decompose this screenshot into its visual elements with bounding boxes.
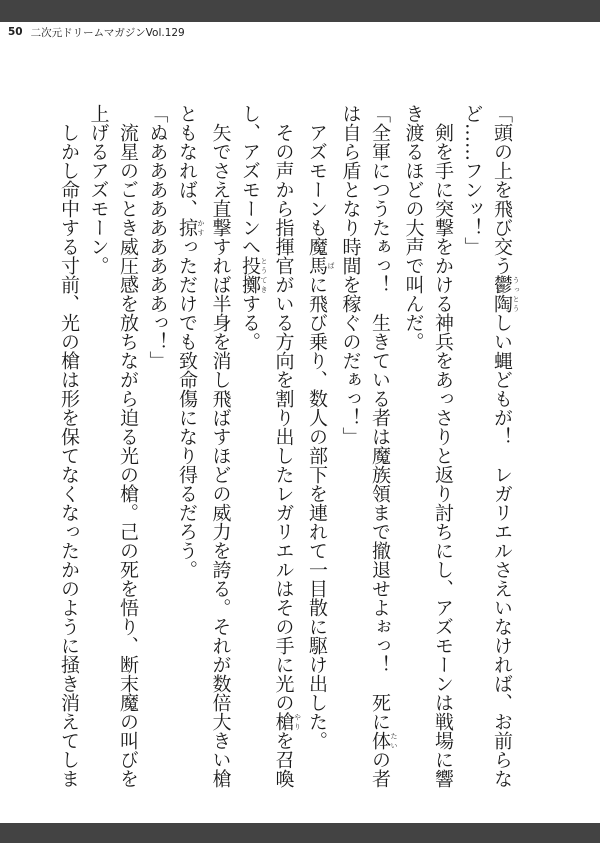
text-line: 「全軍につうたぁっ！ 生きている者は魔族領まで撤退せよぉっ！ 死に体 たいの者 <box>369 104 398 788</box>
text-line: しかし命中する寸前、光の槍は形を保てなくなったかのように掻き消えてしま <box>58 104 80 788</box>
ruby-kasu: 掠 かす <box>176 218 205 237</box>
text-line: 「ぬあああああああああっ！」 <box>146 104 169 370</box>
page-header <box>8 24 185 40</box>
ruby-tai: 体 たい <box>369 731 398 750</box>
text-line: 剣を手に突撃をかける神兵をあっさりと返り討ちにし、アズモーンは戦場に響 <box>432 104 454 788</box>
text-line: き渡るほどの大声で叫んだ。 <box>402 104 425 351</box>
text-line: は自ら盾となり時間を稼ぐのだぁっ！」 <box>339 104 362 446</box>
magazine-title: 二次元ドリームマガジンVol.129 <box>30 26 185 39</box>
text-line: 「頭の上を飛び交う鬱陶 うっとうしい蝿どもが！ レガリエルさえいなければ、お前らな <box>491 104 520 788</box>
text-line: 流星のごとき威圧感を放ちながら迫る光の槍。己の死を悟り、断末魔の叫びを <box>117 104 139 788</box>
bottom-bar <box>0 823 600 843</box>
text-line: その声から指揮官がいる方向を割り出したレガリエルはその手に光の槍 やりを召喚 <box>272 104 302 788</box>
ruby-yari: 槍 やり <box>272 712 302 731</box>
text-line: ともなれば、掠 かすっただけでも致命傷になり得るだろう。 <box>176 104 205 579</box>
ruby-utto: 鬱陶 うっとう <box>491 275 520 313</box>
text-line: 矢でさえ直撃すれば半身を消し飛ばすほどの威力を誇る。それが数倍大きい槍 <box>209 104 232 788</box>
text-line: 上げるアズモーン。 <box>87 104 110 275</box>
text-line: アズモーンも魔馬 ばに飛び乗り、数人の部下を連れて一目散に駆け出した。 <box>306 104 335 750</box>
text-line: ど……フンッ！」 <box>461 104 484 256</box>
novel-text <box>50 104 520 788</box>
ruby-ba: 馬 ば <box>306 256 335 275</box>
text-line: し、アズモーンへ投擲 とうてきする。 <box>239 104 268 351</box>
page-number: 50 <box>8 26 23 38</box>
top-bar <box>0 0 600 22</box>
ruby-touteki: 投擲 とうてき <box>239 256 268 294</box>
